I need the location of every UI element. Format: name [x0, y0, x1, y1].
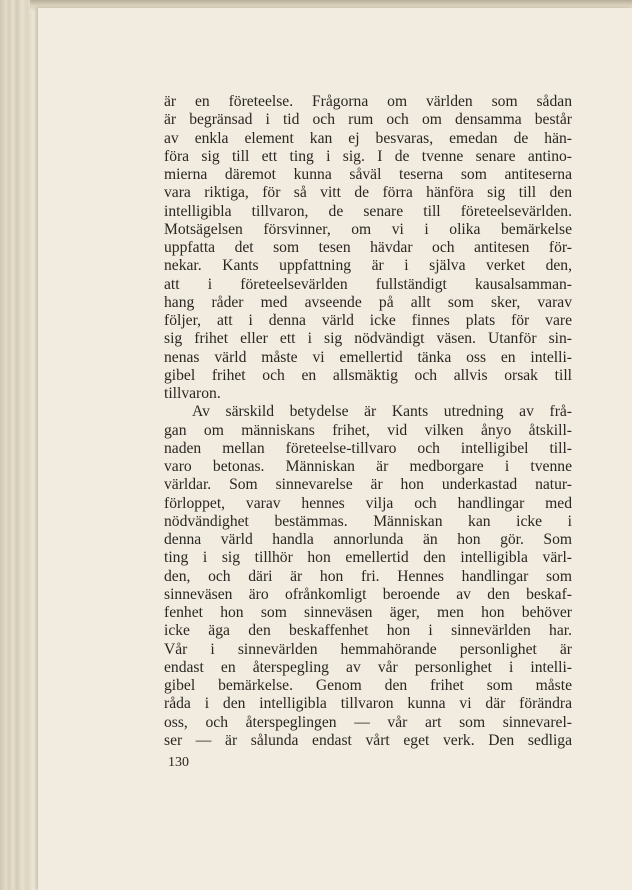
- text-line: råda i den intelligibla tillvaron kunna vi där förändra: [164, 695, 572, 713]
- text-line: ser — är sålunda endast vårt eget verk. Den sedliga: [164, 731, 572, 749]
- text-line: förloppet, varav hennes vilja och handlingar med: [164, 494, 572, 512]
- text-line: är en företeelse. Frågorna om världen som sådan: [164, 93, 572, 110]
- text-line: världar. Som sinnevarelse är hon underkastad natur-: [164, 476, 572, 494]
- text-line: varo betonas. Människan är medborgare i tvenne: [164, 458, 572, 475]
- page-number: 130: [168, 755, 189, 770]
- text-line: intelligibla tillvaron, de senare till företeelsevärlden.: [164, 202, 572, 220]
- text-line: Vår i sinnevärlden hemmahörande personlighet är: [164, 640, 572, 658]
- text-line: denna värld handla annorlunda än hon gör. Som: [164, 531, 572, 548]
- text-line: av enkla element kan ej besvaras, emedan de hän-: [164, 129, 572, 147]
- text-line: endast en återspegling av vår personlighet i intelli-: [164, 658, 572, 676]
- text-line: hang råder med avseende på allt som sker, varav: [164, 293, 572, 311]
- text-line: nödvändighet bestämmas. Människan kan icke i: [164, 512, 572, 530]
- text-line: föra sig till ett ting i sig. I de tvenne senare antino-: [164, 147, 572, 165]
- text-line: gan om människans frihet, vid vilken ånyo åtskill-: [164, 421, 572, 439]
- paragraph-start-line: Av särskild betydelse är Kants utredning av frå-: [192, 403, 572, 421]
- text-line: icke äga den beskaffenhet hon i sinnevärlden har.: [164, 622, 572, 640]
- text-line: oss, och återspeglingen — vår art som sinnevarel-: [164, 713, 572, 731]
- text-line: nenas värld måste vi emellertid tänka oss en intelli-: [164, 348, 572, 366]
- text-line: gibel bemärkelse. Genom den frihet som måste: [164, 677, 572, 694]
- text-line: är begränsad i tid och rum och om densamma består: [164, 111, 572, 129]
- text-line: sig frihet eller ett i sig nödvändigt väsen. Utanför sin-: [164, 330, 572, 348]
- text-line: fenhet hon som sinneväsen äger, men hon behöver: [164, 604, 572, 621]
- text-line: mierna däremot kunna såväl teserna som antiteserna: [164, 166, 572, 183]
- text-line: nekar. Kants uppfattning är i själva verket den,: [164, 257, 572, 275]
- paragraph-end-line: tillvaron.: [164, 385, 221, 402]
- body-text: [164, 93, 572, 750]
- text-line: gibel frihet och en allsmäktig och allvis orsak till: [164, 366, 572, 384]
- text-line: att i företeelsevärlden fullständigt kausalsamman-: [164, 275, 572, 293]
- text-line: den, och däri är hon fri. Hennes handlingar som: [164, 567, 572, 585]
- text-line: naden mellan företeelse-tillvaro och intelligibel till-: [164, 439, 572, 457]
- text-line: sinneväsen äro ofrånkomligt beroende av den beskaf-: [164, 585, 572, 603]
- text-line: vara riktiga, för så vitt de förra hänföra sig till den: [164, 184, 572, 202]
- text-line: följer, att i denna värld icke finnes plats för vare: [164, 312, 572, 329]
- text-line: uppfatta det som tesen hävdar och antitesen för-: [164, 239, 572, 256]
- text-line: ting i sig tillhör hon emellertid den intelligibla värl-: [164, 549, 572, 567]
- text-line: Motsägelsen försvinner, om vi i olika bemärkelse: [164, 220, 572, 238]
